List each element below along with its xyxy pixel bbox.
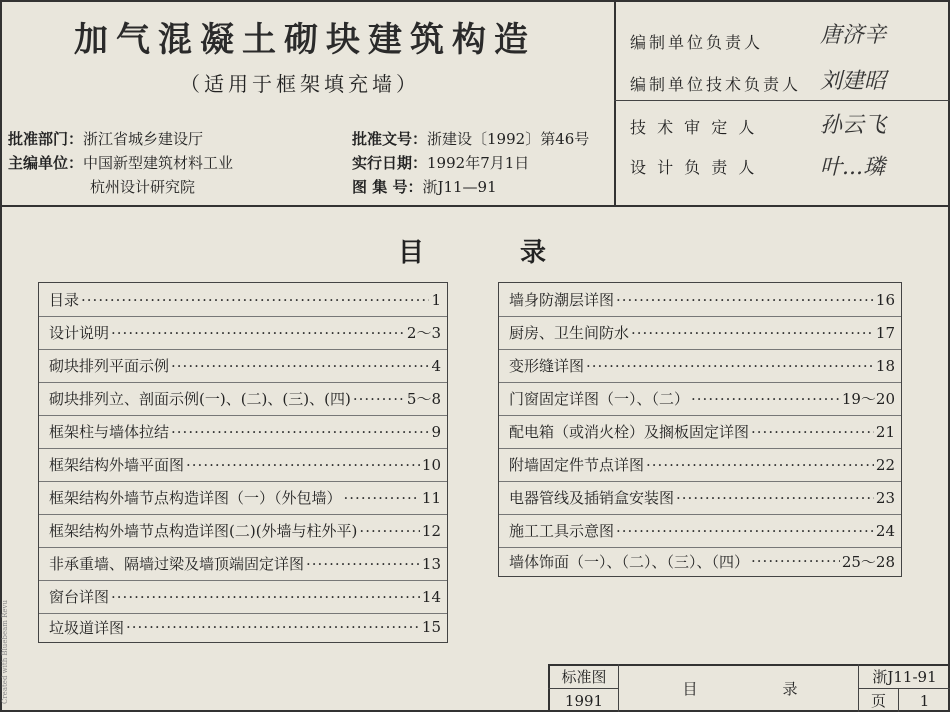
editor-unit-line2: 杭州设计研究院: [90, 178, 196, 196]
doc-number: 批准文号：浙建设〔1992〕第46号: [352, 130, 590, 148]
watermark-text: Created with Bluebeam Revu: [1, 600, 9, 705]
page-subtitle: （适用于框架填充墙）: [180, 72, 420, 96]
title-block-page-no: 1: [919, 691, 930, 710]
title-block-name-2: 录: [782, 680, 798, 698]
signature-label-4: 设 计 负 责 人: [630, 158, 758, 177]
title-block-name-1: 目: [682, 680, 698, 698]
toc-item[interactable]: 设计说明 ····· 2～3: [39, 316, 447, 350]
toc-heading-right: 录: [520, 238, 547, 268]
signature-row-divider: [614, 100, 950, 101]
signature-label-3: 技 术 审 定 人: [630, 118, 758, 137]
toc-heading-left: 目: [398, 238, 425, 268]
toc-item[interactable]: 非承重墙、隔墙过梁及墙顶端固定详图 ····· 13: [39, 547, 447, 581]
signature-label-2: 编制单位技术负责人: [630, 75, 802, 94]
impl-date: 实行日期：1992年7月1日: [352, 154, 530, 172]
page-title: 加气混凝土砌块建筑构造: [74, 20, 536, 60]
toc-item[interactable]: 框架结构外墙平面图 ····· 10: [39, 448, 447, 482]
title-block-std-label: 标准图: [561, 668, 607, 686]
toc-item[interactable]: 框架结构外墙节点构造详图（一）（外包墙） ····· 11: [39, 481, 447, 515]
signature-3: 孙云飞: [820, 113, 887, 138]
signature-label-1: 编制单位负责人: [630, 33, 764, 52]
approval-dept: 批准部门：浙江省城乡建设厅: [8, 130, 204, 148]
header-bottom-rule: [0, 205, 950, 207]
title-block-atlas-no: 浙J11-91: [872, 668, 937, 686]
toc-item[interactable]: 窗台详图 ····· 14: [39, 580, 447, 614]
signature-4: 叶...璘: [820, 155, 885, 180]
editor-unit: 主编单位：中国新型建筑材料工业: [8, 154, 234, 172]
toc-item[interactable]: 目录 ····· 1: [39, 283, 447, 317]
signature-box-divider: [614, 0, 616, 205]
toc-item[interactable]: 厨房、卫生间防水 ····· 17: [499, 316, 901, 350]
toc-item[interactable]: 垃圾道详图 ····· 15: [39, 610, 447, 644]
toc-item[interactable]: 施工工具示意图 ····· 24: [499, 514, 901, 548]
toc-item[interactable]: 墙体饰面（一）、（二）、（三）、（四） ····· 25～28: [499, 544, 901, 578]
toc-item[interactable]: 附墙固定件节点详图 ····· 22: [499, 448, 901, 482]
toc-item[interactable]: 墙身防潮层详图 ····· 16: [499, 283, 901, 317]
toc-left-column: [38, 282, 448, 643]
toc-item[interactable]: 变形缝详图 ····· 18: [499, 349, 901, 383]
toc-item[interactable]: 配电箱（或消火栓）及搁板固定详图 ····· 21: [499, 415, 901, 449]
title-block-divider-1: [618, 664, 619, 712]
signature-2: 刘建昭: [820, 69, 887, 94]
toc-item[interactable]: 框架柱与墙体拉结 ····· 9: [39, 415, 447, 449]
toc-item[interactable]: 门窗固定详图（一）、（二） ····· 19～20: [499, 382, 901, 416]
atlas-number: 图 集 号：浙J11—91: [352, 178, 497, 196]
title-block-year: 1991: [564, 691, 604, 710]
toc-item[interactable]: 框架结构外墙节点构造详图(二)(外墙与柱外平) ····· 12: [39, 514, 447, 548]
toc-item[interactable]: 电器管线及插销盒安装图 ····· 23: [499, 481, 901, 515]
toc-right-column: [498, 282, 902, 577]
toc-item[interactable]: 砌块排列立、剖面示例(一)、(二)、(三)、(四) ····· 5～8: [39, 382, 447, 416]
toc-item[interactable]: 砌块排列平面示例 ····· 4: [39, 349, 447, 383]
title-block-page-label: 页: [870, 692, 886, 710]
signature-1: 唐济辛: [820, 23, 887, 48]
